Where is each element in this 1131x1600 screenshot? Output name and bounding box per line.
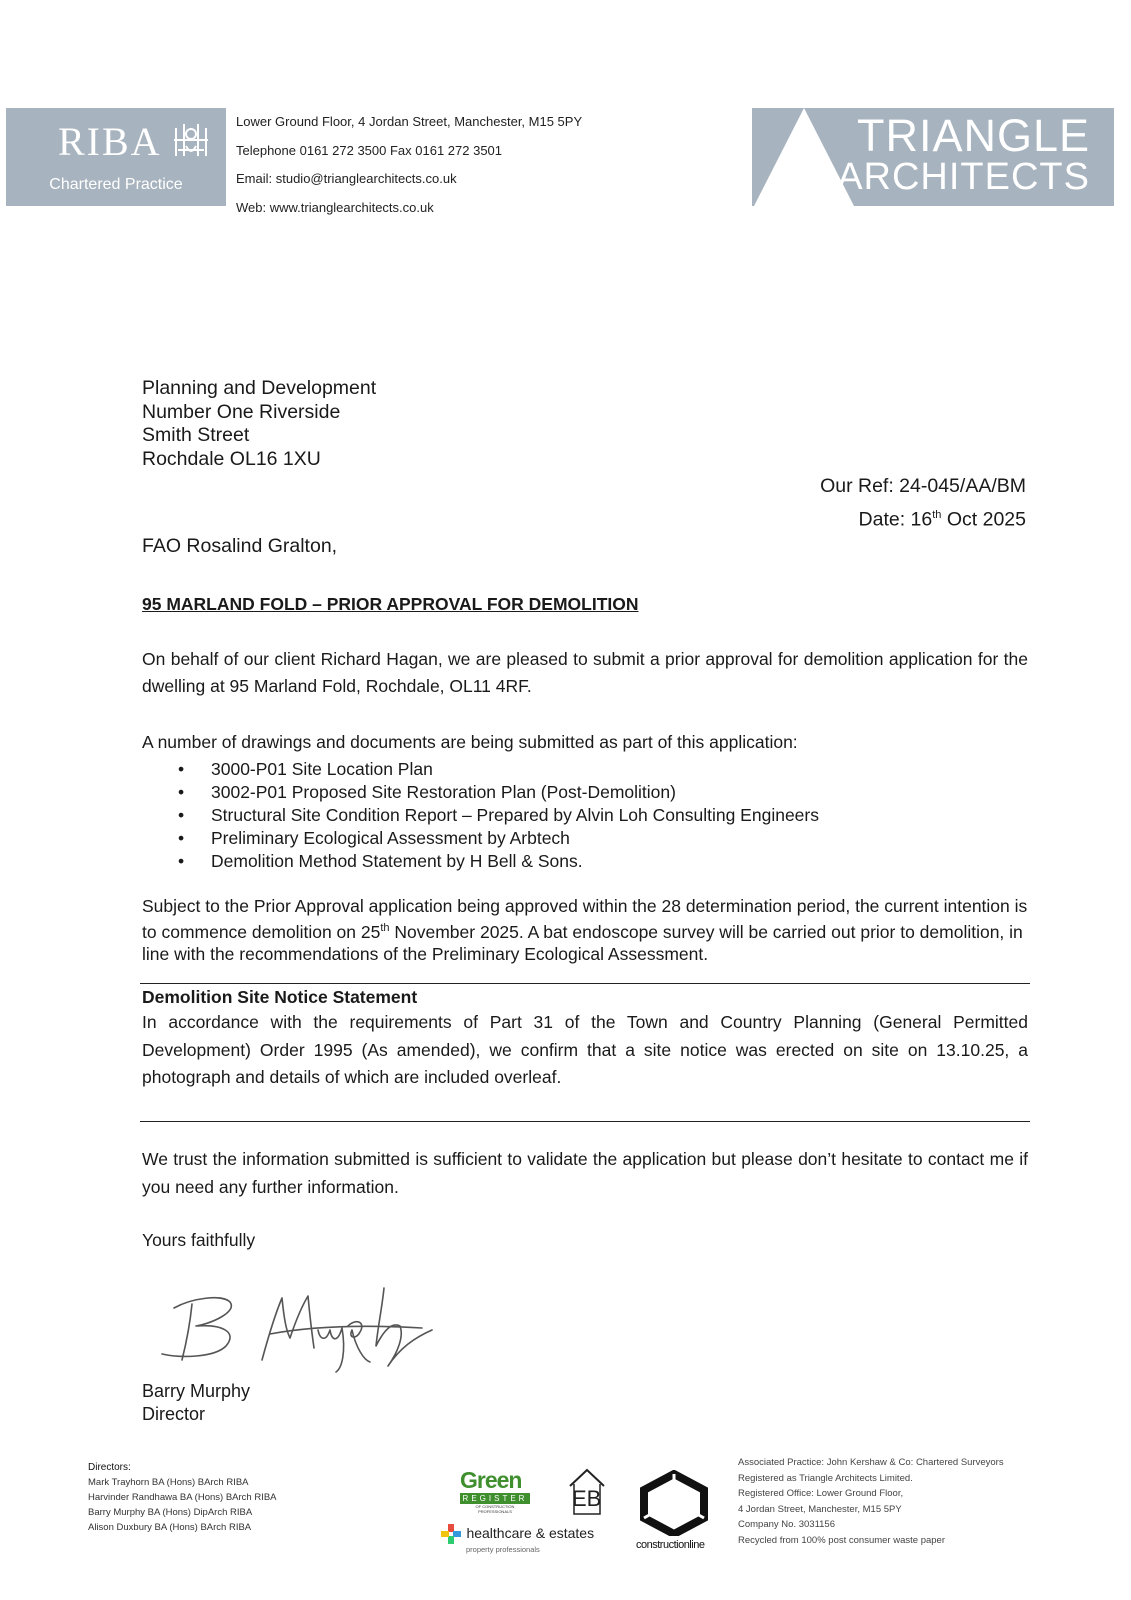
footer-line: Company No. 3031156 (738, 1519, 835, 1530)
notice-paragraph: In accordance with the requirements of Part 31 of the Town and Country Planning (General Permitted Development) Order 1995 (As amended), we confirm that a site notice was erected on site on 13.10.25, a photograph and details of which are included overleaf. (142, 1012, 1028, 1087)
signature-image (152, 1268, 442, 1378)
riba-wordmark: RIBA (58, 119, 162, 164)
fao-line: FAO Rosalind Gralton, (142, 535, 338, 557)
directors-list (88, 1460, 277, 1535)
timeline-paragraph: Subject to the Prior Approval application being approved within the 28 determination period, the current intention is to commence demolition on 25th November 2025. A bat endoscope survey will be carried out prior to demolition, in line with the recommendations of the Preliminary Ecological Assessment. (142, 896, 1028, 964)
constructionline-text: constructionline (636, 1539, 705, 1551)
documents-list (178, 758, 819, 873)
notice-title: Demolition Site Notice Statement (142, 987, 418, 1007)
signatory (142, 1380, 250, 1425)
divider (140, 983, 1030, 984)
footer-line: Associated Practice: John Kershaw & Co: Chartered Surveyors (738, 1457, 1004, 1468)
footer-line: Registered as Triangle Architects Limited. (738, 1472, 913, 1484)
contact-address: Lower Ground Floor, 4 Jordan Street, Manchester, M15 5PY (236, 114, 583, 129)
green-register-subtitle: OF CONSTRUCTION PROFESSIONALS (475, 1504, 515, 1514)
recipient-line: Smith Street (142, 424, 250, 446)
healthcare-subtitle: property professionals (466, 1545, 540, 1554)
contact-email: Email: studio@trianglearchitects.co.uk (236, 171, 457, 186)
recipient-line: Number One Riverside (142, 400, 341, 423)
list-item: • Preliminary Ecological Assessment by Arbtech (178, 827, 819, 850)
divider (140, 1121, 1030, 1122)
subject-heading: 95 MARLAND FOLD – PRIOR APPROVAL FOR DEMOLITION (142, 594, 639, 614)
riba-subtitle: Chartered Practice (49, 176, 183, 193)
brand-line-2: ARCHITECTS (837, 156, 1090, 198)
list-item: Mark Trayhorn BA (Hons) BArch RIBA (88, 1477, 249, 1488)
footer-line: Recycled from 100% post consumer waste paper (738, 1534, 945, 1546)
eb-logo (566, 1466, 608, 1518)
contact-phone: Telephone 0161 272 3500 Fax 0161 272 3501 (236, 142, 503, 158)
contact-web: Web: www.trianglearchitects.co.uk (236, 199, 434, 215)
sign-off: Yours faithfully (142, 1230, 256, 1250)
documents-intro: A number of drawings and documents are being submitted as part of this application: (142, 732, 798, 752)
list-item: • 3000-P01 Site Location Plan (178, 758, 819, 781)
healthcare-cross-icon (440, 1523, 462, 1545)
eb-text: EB (572, 1486, 602, 1511)
recipient-line: Rochdale OL16 1XU (142, 447, 321, 470)
list-item: Barry Murphy BA (Hons) DipArch RIBA (88, 1507, 253, 1518)
triangle-architects-logo (752, 108, 1114, 206)
recipient-line: Planning and Development (142, 377, 377, 399)
green-register-logo (460, 1468, 530, 1514)
brand-line-1: TRIANGLE (856, 110, 1090, 161)
recipient-address (142, 377, 376, 471)
contact-block (236, 108, 582, 222)
riba-crest-icon (170, 120, 212, 162)
signatory-title: Director (142, 1403, 206, 1424)
list-item: Harvinder Randhawa BA (Hons) BArch RIBA (88, 1492, 277, 1503)
associated-practice-block (738, 1455, 1004, 1548)
list-item: • 3002-P01 Proposed Site Restoration Plan (Post-Demolition) (178, 781, 819, 804)
closing-paragraph: We trust the information submitted is sufficient to validate the application but please don’t hesitate to contact me if you need any further information. (142, 1149, 1028, 1197)
constructionline-hexagon-icon (636, 1470, 712, 1536)
reference-block (820, 472, 1026, 535)
footer-line: 4 Jordan Street, Manchester, M15 5PY (738, 1503, 902, 1515)
footer-line: Registered Office: Lower Ground Floor, (738, 1488, 904, 1499)
our-ref: Our Ref: 24-045/AA/BM (820, 475, 1026, 497)
constructionline-logo (636, 1470, 712, 1556)
list-item: • Structural Site Condition Report – Prepared by Alvin Loh Consulting Engineers (178, 804, 819, 827)
intro-paragraph: On behalf of our client Richard Hagan, we are pleased to submit a prior approval for demolition application for the dwelling at 95 Marland Fold, Rochdale, OL11 4RF. (142, 649, 1028, 696)
riba-logo (6, 108, 226, 206)
healthcare-text: healthcare & estates (466, 1525, 595, 1542)
letter-date: Date: 16th Oct 2025 (858, 508, 1026, 531)
directors-heading: Directors: (88, 1462, 131, 1473)
list-item: • Demolition Method Statement by H Bell & Sons. (178, 850, 819, 873)
list-item: Alison Duxbury BA (Hons) BArch RIBA (88, 1522, 252, 1533)
signatory-name: Barry Murphy (142, 1381, 251, 1401)
green-word: Green (460, 1467, 522, 1493)
green-register-bar: REGISTER (460, 1493, 530, 1504)
healthcare-estates-logo (440, 1523, 594, 1554)
